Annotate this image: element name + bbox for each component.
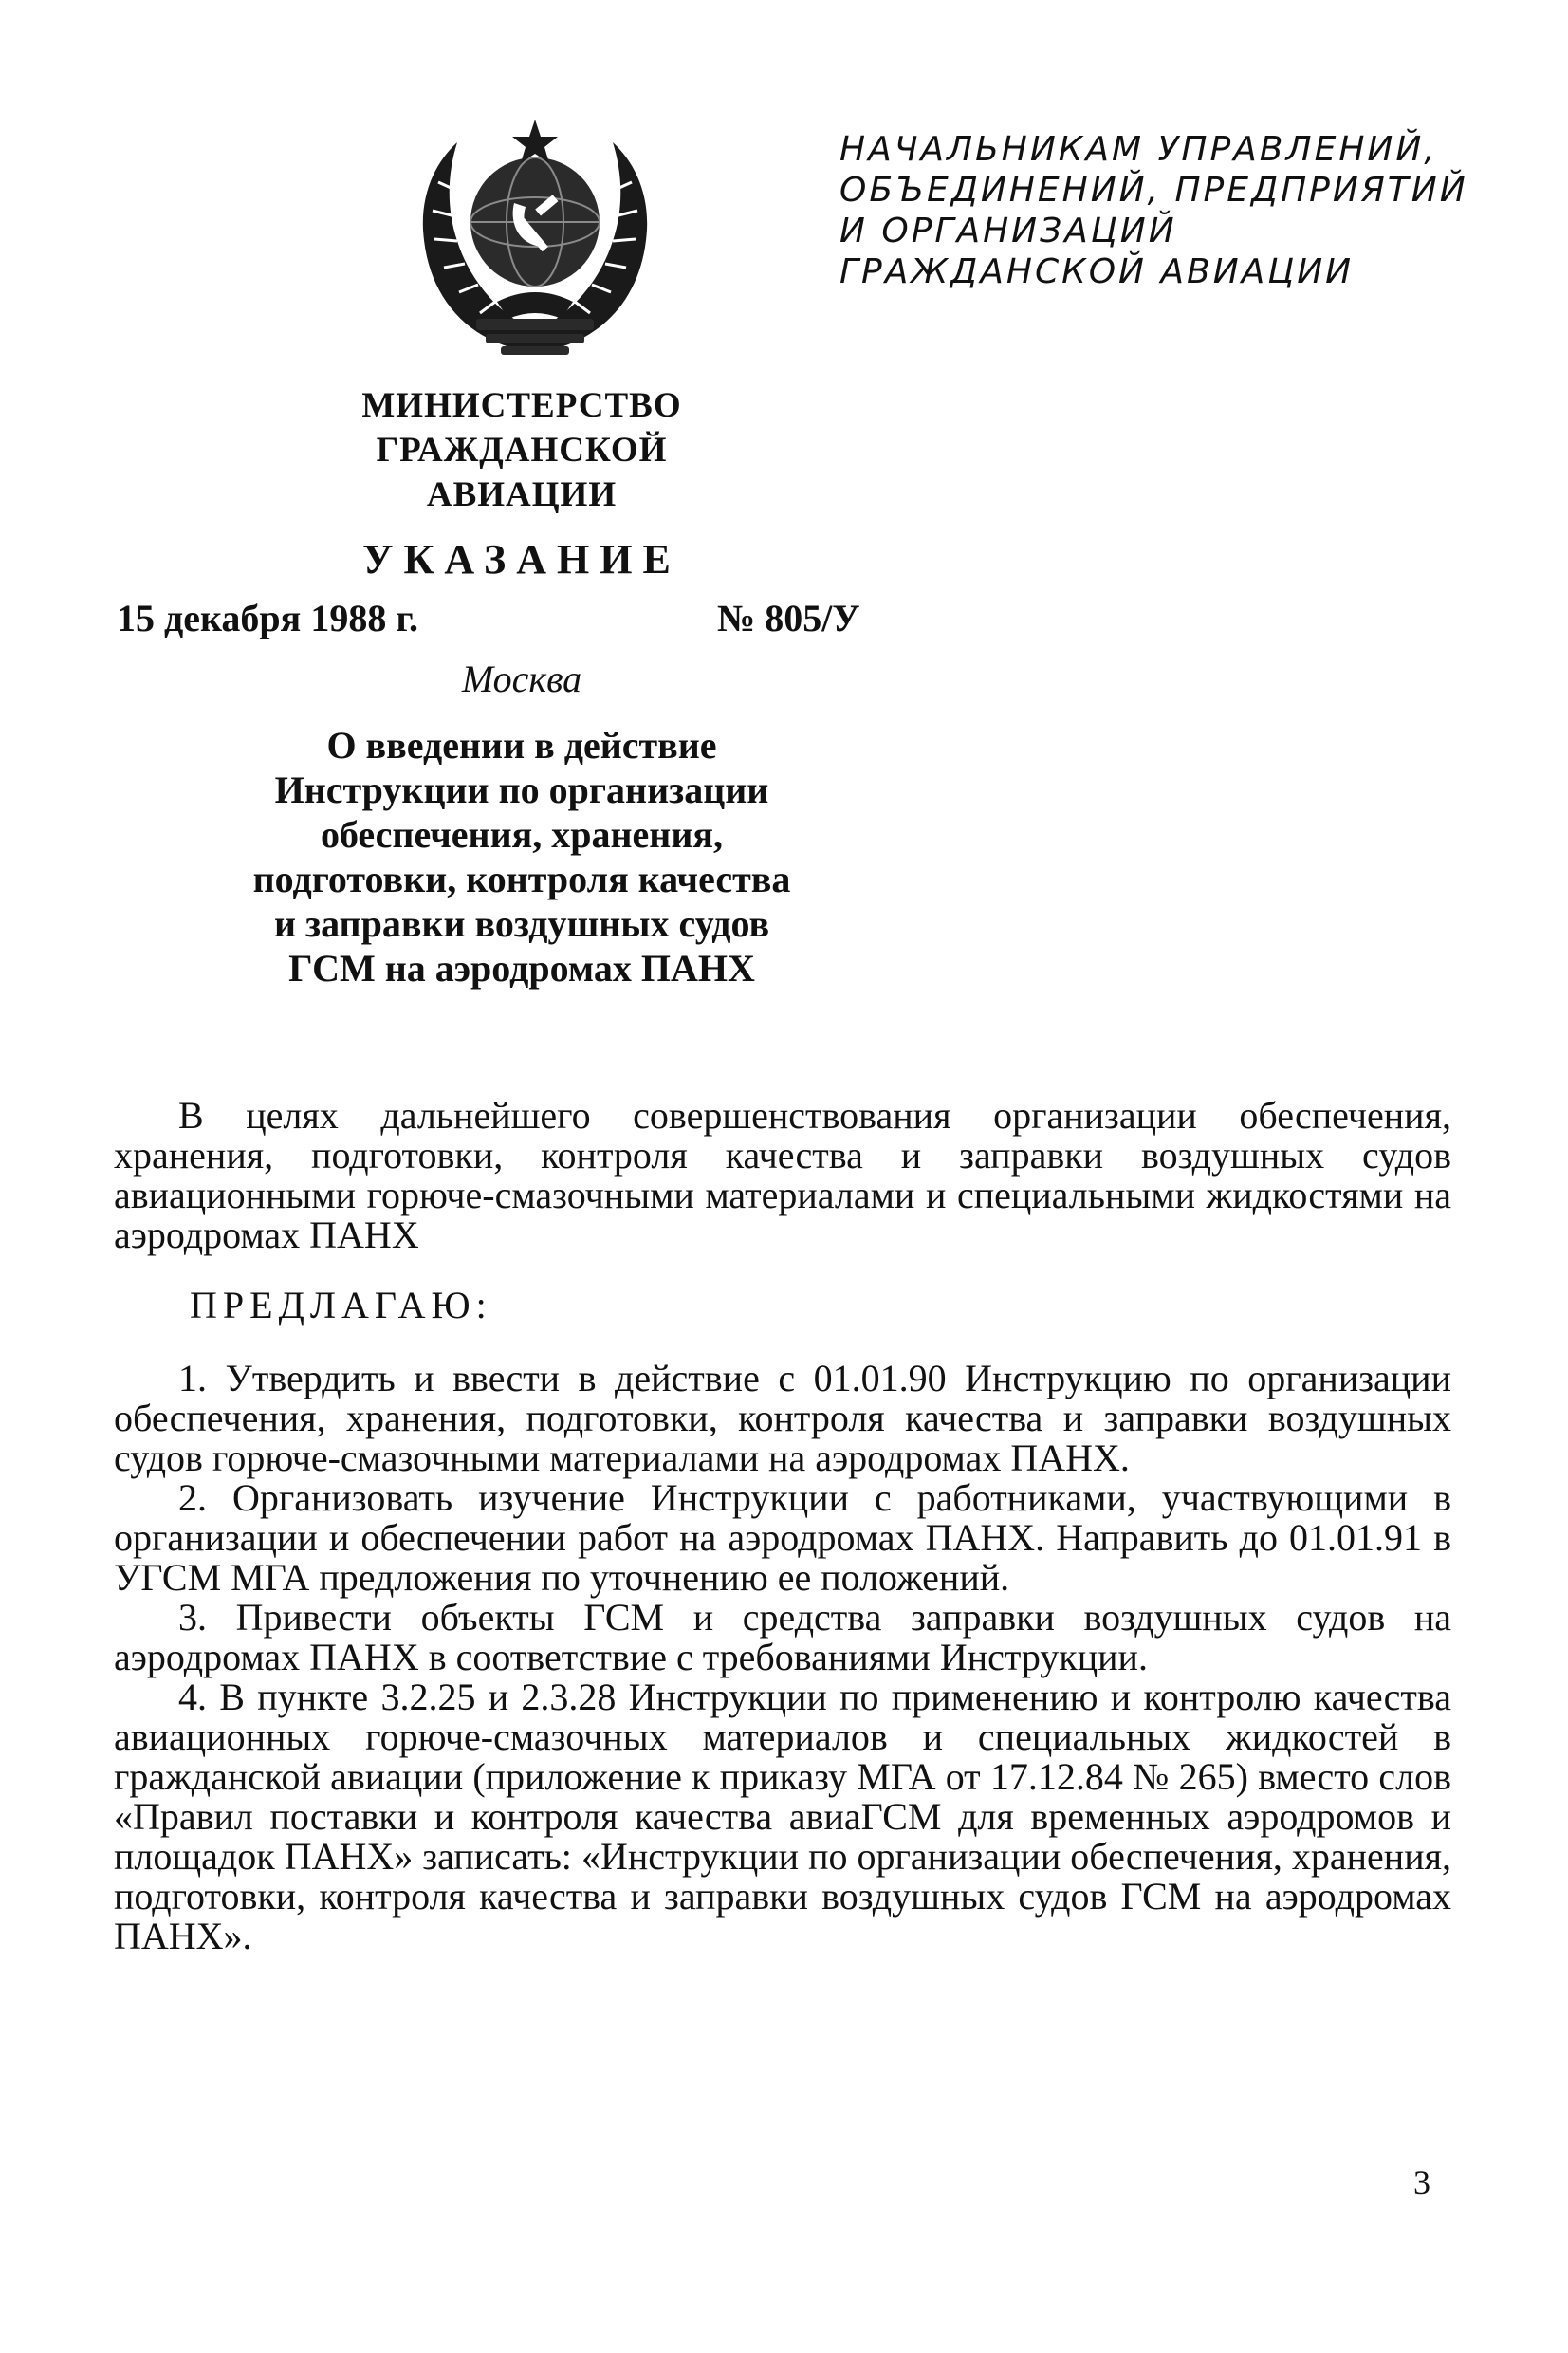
ministry-name bbox=[285, 383, 759, 517]
subject-line: ГСМ на аэродромах ПАНХ bbox=[288, 947, 755, 990]
subject-line: подготовки, контроля качества bbox=[252, 858, 791, 900]
preamble-paragraph: В целях дальнейшего совершенствования организации обеспечения, хранения, подготовки, контроля качества и заправки воздушных судов авиационными горюче-смазочными материалами и специальными жидкостями на аэродромах ПАНХ bbox=[114, 1094, 1451, 1256]
subject-line: О введении в действие bbox=[326, 724, 717, 767]
document-type: УКАЗАНИЕ bbox=[362, 536, 681, 583]
order-item: 4. В пункте 3.2.25 и 2.3.28 Инструкции по применению и контролю качества авиационных горюче-смазочных материалов и специальных жидкостей в гражданской авиации (приложение к приказу МГА от 17.12.84 № 265) вместо слов «Правил поставки и контроля качества авиаГСМ для временных аэродромов и площадок ПАНХ» записать: «Инструкции по организации обеспечения, хранения, подготовки, контроля качества и заправки воздушных судов ГСМ на аэродромах ПАНХ». bbox=[114, 1676, 1451, 1957]
order-item: 3. Привести объекты ГСМ и средства заправки воздушных судов на аэродромах ПАНХ в соответствие с требованиями Инструкции. bbox=[114, 1596, 1451, 1678]
order-item: 1. Утвердить и ввести в действие с 01.01.90 Инструкцию по организации обеспечения, хранения, подготовки, контроля качества и заправки воздушных судов горюче-смазочными материалами на аэродромах ПАНХ. bbox=[114, 1357, 1451, 1479]
document-city: Москва bbox=[461, 658, 582, 700]
order-item: 2. Организовать изучение Инструкции с работниками, участвующими в организации и обеспечении работ на аэродромах ПАНХ. Направить до 01.01.91 в УГСМ МГА предложения по уточнению ее положений. bbox=[114, 1476, 1451, 1599]
ministry-line: ГРАЖДАНСКОЙ АВИАЦИИ bbox=[376, 431, 668, 514]
ussr-state-emblem-icon bbox=[410, 116, 660, 361]
subject-line: Инструкции по организации bbox=[274, 769, 769, 811]
addressee-line: НАЧАЛЬНИКАМ УПРАВЛЕНИЙ, bbox=[839, 130, 1438, 169]
order-items bbox=[114, 1359, 1451, 1956]
page-number: 3 bbox=[1413, 2163, 1430, 2201]
ministry-line: МИНИСТЕРСТВО bbox=[361, 386, 682, 425]
addressee-line: И ОРГАНИЗАЦИЙ bbox=[839, 212, 1177, 250]
subject-line: и заправки воздушных судов bbox=[273, 902, 770, 945]
subject-line: обеспечения, хранения, bbox=[320, 813, 724, 856]
document-number: № 805/У bbox=[717, 597, 860, 639]
document-date: 15 декабря 1988 г. bbox=[117, 597, 418, 639]
addressee-block bbox=[839, 129, 1503, 292]
order-word: ПРЕДЛАГАЮ: bbox=[190, 1284, 492, 1326]
document-subject bbox=[180, 723, 863, 991]
addressee-line: ОБЪЕДИНЕНИЙ, ПРЕДПРИЯТИЙ bbox=[839, 171, 1468, 210]
addressee-line: ГРАЖДАНСКОЙ АВИАЦИИ bbox=[839, 252, 1355, 291]
